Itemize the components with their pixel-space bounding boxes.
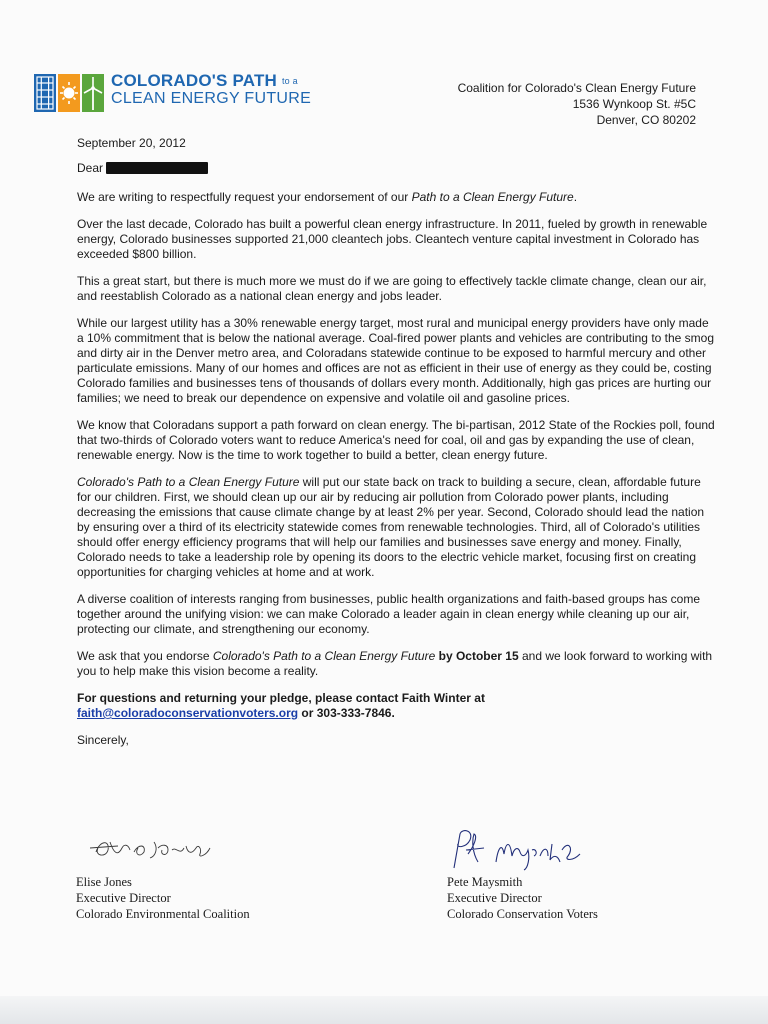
logo-subtitle: CLEAN ENERGY FUTURE: [111, 90, 312, 107]
solar-panel-icon: [34, 74, 56, 112]
page-bottom-edge: [0, 996, 768, 1024]
coalition-logo: [33, 70, 312, 120]
signatory-org: Colorado Environmental Coalition: [76, 907, 250, 921]
address-city: Denver, CO 80202: [596, 113, 696, 127]
paragraph-8: We ask that you endorse Colorado's Path to a Clean Energy Future by October 15 and we look forward to working with you to help make this vision become a reality.: [77, 649, 713, 678]
signature-pete-maysmith: [444, 828, 604, 873]
signatory-left: [76, 874, 250, 922]
signatory-title: Executive Director: [76, 891, 171, 905]
salutation: Dear: [77, 161, 717, 176]
signatory-right: [447, 874, 598, 922]
letter-body: [77, 136, 717, 760]
contact-email-link[interactable]: faith@coloradoconservationvoters.org: [77, 706, 299, 720]
logo-to-a: to a: [281, 76, 298, 87]
contact-info: For questions and returning your pledge, please contact Faith Winter at faith@coloradoconservationvoters.org or 303-333-7846.: [77, 691, 485, 720]
paragraph-1: We are writing to respectfully request your endorsement of our Path to a Clean Energy Future.: [77, 190, 578, 204]
logo-title: COLORADO'S PATH to a: [111, 71, 298, 90]
signatory-name: Elise Jones: [76, 875, 132, 889]
paragraph-3: This a great start, but there is much more we must do if we are going to effectively tackle climate change, clean our air, and reestablish Colorado as a national clean energy and jobs leader.: [77, 274, 707, 303]
paragraph-6: Colorado's Path to a Clean Energy Future will put our state back on track to building a secure, clean, affordable future for our children. First, we should clean up our air by reducing air pollution from Colorado power plants, including decreasing the emissions that cause climate change by at least 2% per year. Second, Colorado should lead the nation by ensuring over a third of its electricity statewide comes from renewable technologies. Third, all of Colorado's utilities should offer energy efficiency programs that will help our families and businesses save energy and money. Finally, Colorado needs to take a leadership role by opening its doors to the electric vehicle market, focusing first on creating opportunities for charging vehicles at home and at work.: [77, 475, 705, 579]
paragraph-2: Over the last decade, Colorado has built a powerful clean energy infrastructure. In 2011, fueled by growth in renewable energy, Colorado businesses supported 21,000 cleantech jobs. Cleantech venture capital investment in Colorado has exceeded $800 billion.: [77, 217, 708, 261]
signatory-title: Executive Director: [447, 891, 542, 905]
sun-icon: [58, 74, 80, 112]
letter-date: September 20, 2012: [77, 136, 186, 150]
address-street: 1536 Wynkoop St. #5C: [572, 97, 696, 111]
address-org: Coalition for Colorado's Clean Energy Future: [457, 81, 696, 95]
paragraph-4: While our largest utility has a 30% renewable energy target, most rural and municipal energy providers have only made a 10% commitment that is below the national average. Coal-fired power plants and vehicles are contributing to the smog and dirty air in the Denver metro area, and Coloradans statewide continue to be exposed to harmful mercury and other particulate emissions. Many of our homes and offices are not as efficient in their use of energy as they could be, costing Colorado families and businesses tens of thousands of dollars every month. Additionally, high gas prices are hurting our families; we need to break our dependence on expensive and volatile oil and gasoline prices.: [77, 316, 715, 405]
paragraph-5: We know that Coloradans support a path forward on clean energy. The bi-partisan, 2012 State of the Rockies poll, found that two-thirds of Colorado voters want to reduce America's need for coal, oil and gas by expanding the use of clean, renewable energy. Now is the time to work together to build a better, clean energy future.: [77, 418, 715, 462]
sender-address: [458, 80, 696, 128]
redacted-name: [106, 162, 208, 174]
logo-icons: [33, 72, 105, 114]
wind-turbine-icon: [82, 74, 104, 112]
signatory-name: Pete Maysmith: [447, 875, 523, 889]
signatory-org: Colorado Conservation Voters: [447, 907, 598, 921]
signature-elise-jones: [88, 834, 218, 864]
closing: Sincerely,: [77, 733, 129, 747]
paragraph-7: A diverse coalition of interests ranging from businesses, public health organizations and faith-based groups has come together around the unifying vision: we can make Colorado a leader again in clean energy while cleaning up our air, protecting our climate, and strengthening our economy.: [77, 592, 701, 636]
